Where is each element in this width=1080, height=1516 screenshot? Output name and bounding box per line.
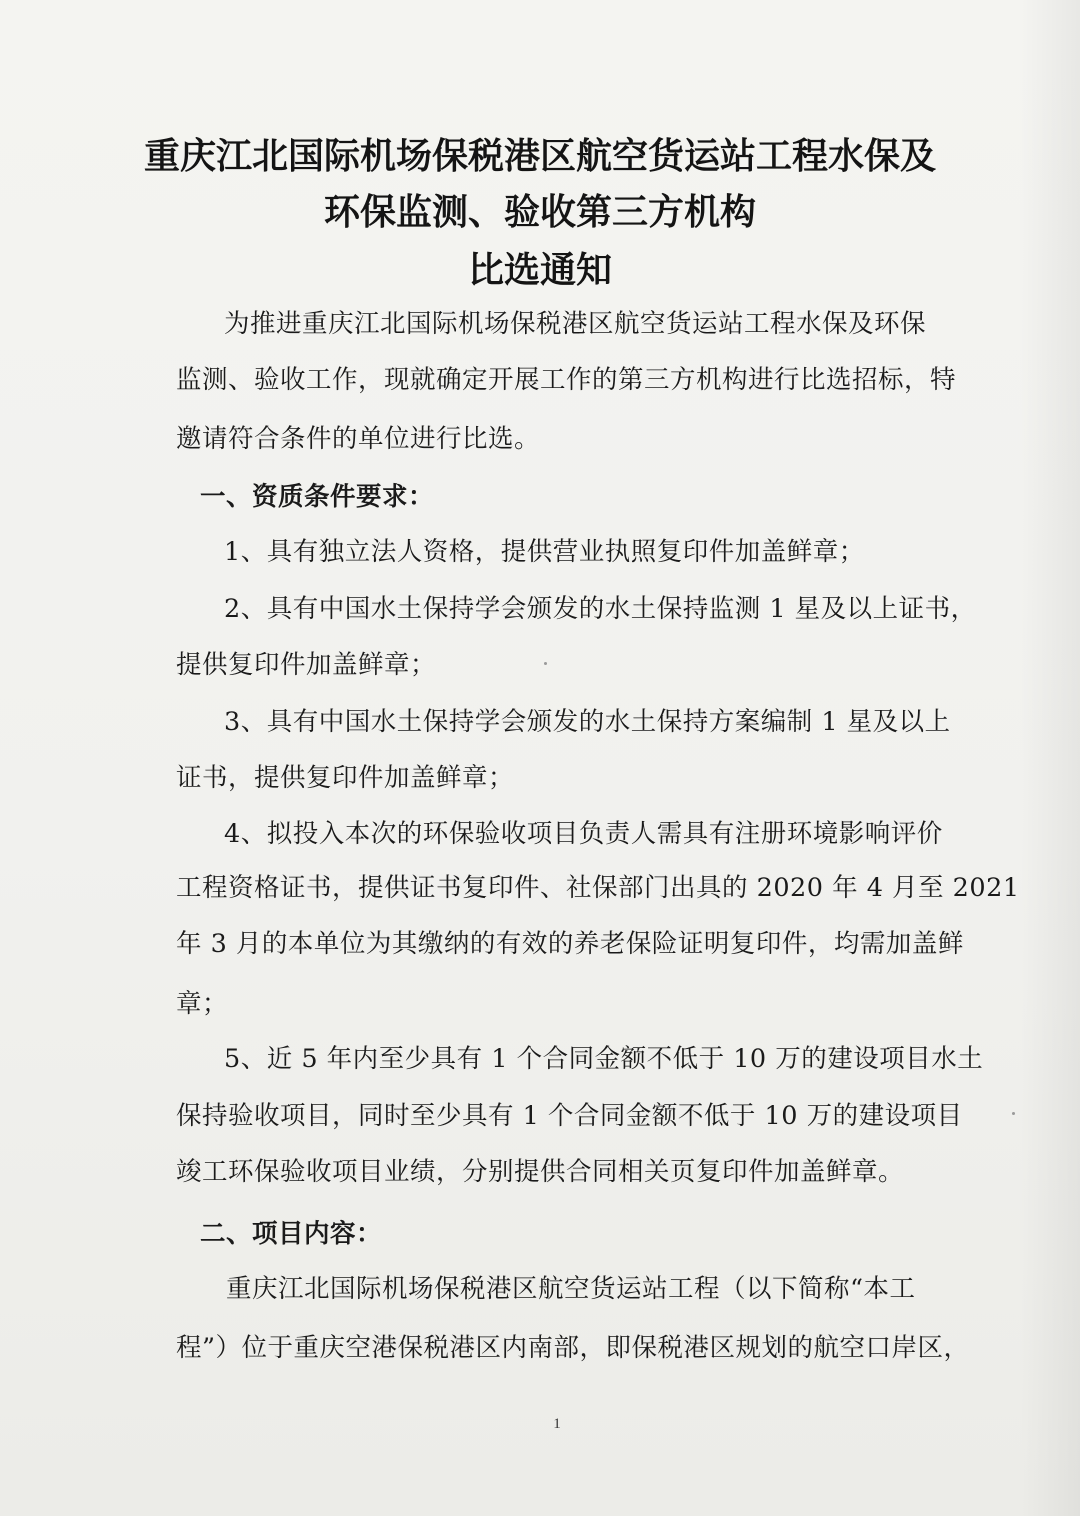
- scan-speck: [1012, 1112, 1015, 1115]
- requirement-1-line-1: 1、具有独立法人资格，提供营业执照复印件加盖鲜章；: [224, 537, 865, 567]
- document-title-line-2: 环保监测、验收第三方机构: [323, 191, 756, 233]
- requirement-3-line-1: 3、具有中国水土保持学会颁发的水土保持方案编制 1 星及以上: [224, 707, 951, 737]
- requirement-5-line-3: 竣工环保验收项目业绩，分别提供合同相关页复印件加盖鲜章。: [176, 1157, 905, 1187]
- requirement-2-line-2: 提供复印件加盖鲜章；: [176, 650, 437, 680]
- requirement-4-line-3: 年 3 月的本单位为其缴纳的有效的养老保险证明复印件，均需加盖鲜: [176, 929, 964, 959]
- requirement-4-line-2: 工程资格证书，提供证书复印件、社保部门出具的 2020 年 4 月至 2021: [176, 873, 1020, 903]
- requirement-5-line-1: 5、近 5 年内至少具有 1 个合同金额不低于 10 万的建设项目水土: [224, 1044, 984, 1074]
- intro-paragraph-line-1: 为推进重庆江北国际机场保税港区航空货运站工程水保及环保: [224, 309, 927, 339]
- document-title-line-3: 比选通知: [467, 249, 612, 291]
- section-heading-project-content: 二、项目内容：: [200, 1219, 383, 1249]
- project-content-line-1: 重庆江北国际机场保税港区航空货运站工程（以下简称“本工: [226, 1274, 916, 1304]
- requirement-5-line-2: 保持验收项目，同时至少具有 1 个合同金额不低于 10 万的建设项目: [176, 1101, 963, 1131]
- requirement-4-line-1: 4、拟投入本次的环保验收项目负责人需具有注册环境影响评价: [224, 819, 943, 849]
- section-heading-qualifications: 一、资质条件要求：: [200, 482, 435, 512]
- scan-speck: [544, 662, 547, 665]
- page-number: 1: [553, 1416, 561, 1432]
- document-title-line-1: 重庆江北国际机场保税港区航空货运站工程水保及: [143, 135, 936, 177]
- project-content-line-2: 程”）位于重庆空港保税港区内南部，即保税港区规划的航空口岸区，: [176, 1333, 970, 1363]
- requirement-3-line-2: 证书，提供复印件加盖鲜章；: [176, 763, 515, 793]
- requirement-4-line-4: 章；: [176, 989, 229, 1019]
- requirement-2-line-1: 2、具有中国水土保持学会颁发的水土保持监测 1 星及以上证书，: [224, 594, 977, 624]
- intro-paragraph-line-2: 监测、验收工作，现就确定开展工作的第三方机构进行比选招标，特: [176, 365, 957, 395]
- intro-paragraph-line-3: 邀请符合条件的单位进行比选。: [176, 424, 541, 454]
